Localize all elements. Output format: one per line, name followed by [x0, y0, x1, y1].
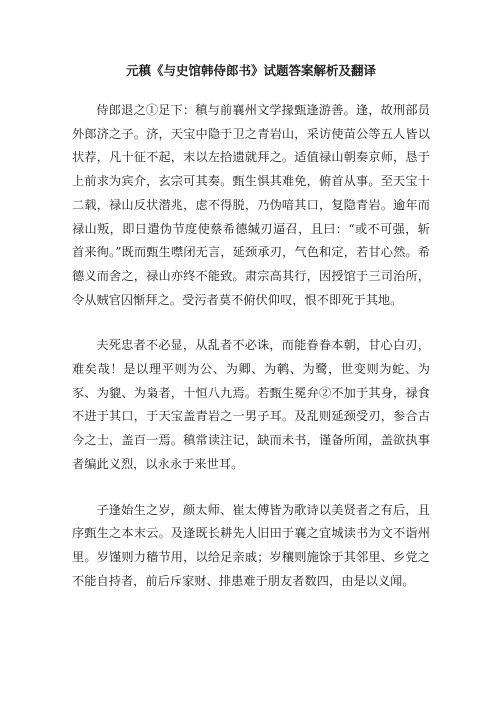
document-body — [72, 99, 430, 593]
paragraph-3: 子逢始生之岁，颜太师、崔太傅皆为歌诗以美贤者之有后，且序甄生之本末云。及逢既长耕先人旧田于襄之宜城读书为文不诣州里。岁馑则力穑节用，以给足亲戚；岁穰则施馀于其邻里、乡党之不能自持者，前后斥家财、排患难于朋友者数四，由是以义闻。 — [72, 502, 430, 588]
paragraph-1: 侍郎退之①足下：稹与前襄州文学掾甄逢游善。逢，故刑部员外郎济之子。济，天宝中隐于卫之青岩山，采访使苗公等五人皆以状荐，凡十征不起，末以左拾遗就拜之。适值禄山朝奏京师，恳于上前求为宾介，玄宗可其奏。甄生惧其难免，俯首从事。至天宝十二载，禄山反状潜兆，虑不得脱，乃伪喑其口，复隐青岩。逾年而禄山叛，即日遣伪节度使蔡希德缄刃逼召，且曰：“或不可强，斩首来徇。”既而甄生噤闭无言，延颈承刃，气色和定，若甘心然。希德义而舍之，禄山亦终不能致。肃宗高其行，因授馆于三司治所，令从贼官囚惭拜之。受污者莫不俯伏仰叹，恨不即死于其地。 — [72, 103, 430, 307]
document-title: 元稹《与史馆韩侍郎书》试题答案解析及翻译 — [125, 63, 376, 78]
paragraph-2: 夫死忠者不必显，从乱者不必诛，而能眷眷本朝，甘心白刃，难矣哉！是以理平则为公、为卿、为鹌、为鹭，世变则为蛇、为豕、为貔、为枭者，十恒八九焉。若甄生冕弁②不加于其身，禄食不进于其口，于天宝盖青岩之一男子耳。及乱则延颈受刃，参合古今之士，盖百一焉。稹常读注记，缺而未书，谨备所闻，盖欲执事者编此义烈，以永永于来世耳。 — [72, 338, 430, 471]
